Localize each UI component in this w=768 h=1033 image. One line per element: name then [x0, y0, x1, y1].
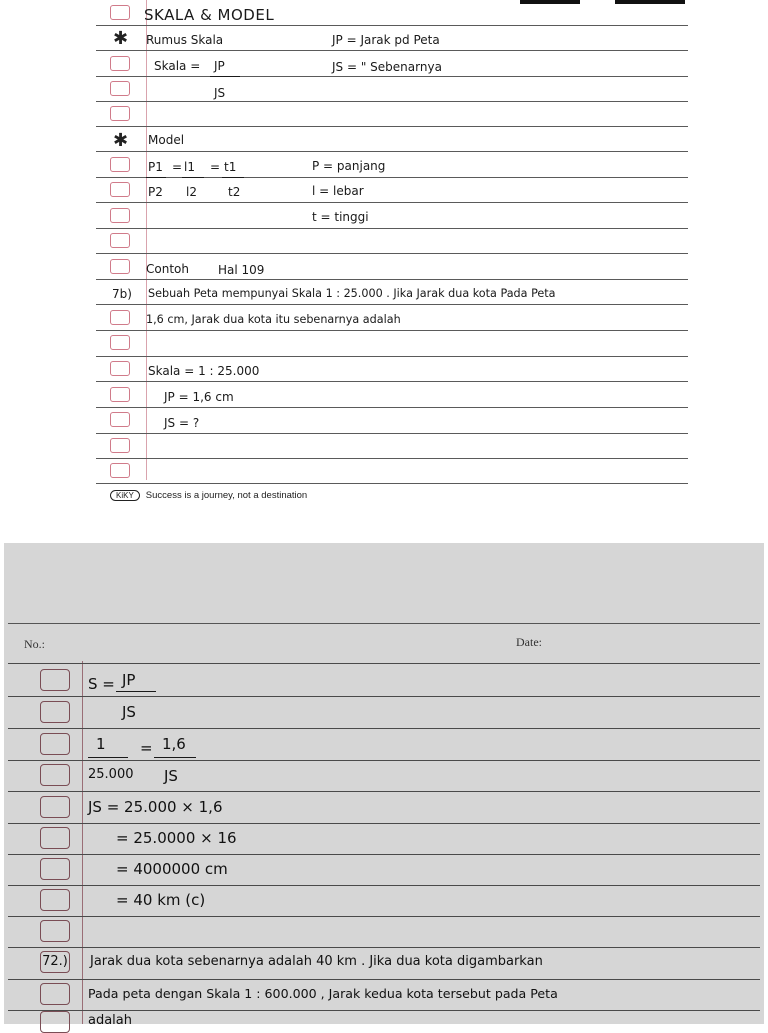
rumus-heading: Rumus Skala [146, 33, 224, 47]
js-definition: JS = " Sebenarnya [332, 60, 442, 74]
fraction-bar [88, 757, 128, 758]
ruled-line [96, 356, 688, 357]
checkbox[interactable] [40, 1011, 70, 1033]
fraction-left-numerator: 1 [96, 735, 106, 753]
ruled-line [96, 483, 688, 484]
model-ratio-p1: P1 [148, 160, 163, 174]
fraction-right-numerator: 1,6 [162, 735, 186, 753]
checkbox[interactable] [110, 412, 130, 427]
checkbox[interactable] [40, 701, 70, 723]
contoh-label: Contoh [146, 262, 189, 276]
checkbox[interactable] [40, 796, 70, 818]
skala-formula-numerator: JP [214, 59, 225, 73]
checkbox[interactable] [110, 438, 130, 453]
ruled-line [8, 791, 760, 792]
fraction-right-denominator: JS [164, 767, 178, 785]
model-ratio-l2: l2 [186, 185, 197, 199]
ruled-line [8, 663, 760, 664]
ruled-line [8, 696, 760, 697]
margin-line [82, 661, 83, 1024]
calc-step-2: = 25.0000 × 16 [116, 829, 237, 847]
skala-formula-denominator: JS [214, 86, 226, 100]
checkbox[interactable] [110, 361, 130, 376]
jp-definition: JP = Jarak pd Peta [332, 33, 440, 47]
ruled-line [8, 1010, 760, 1011]
checkbox[interactable] [110, 81, 130, 96]
checkbox[interactable] [110, 208, 130, 223]
top-edge-mark [520, 0, 580, 4]
ruled-line [8, 823, 760, 824]
question-line-2: Pada peta dengan Skala 1 : 600.000 , Jarak kedua kota tersebut pada Peta [88, 986, 558, 1001]
model-ratio-p2: P2 [148, 185, 163, 199]
page-footer [110, 490, 307, 501]
checkbox[interactable] [110, 106, 130, 121]
brand-logo: KiKY [110, 490, 140, 501]
ruled-line [8, 760, 760, 761]
fraction-bar [182, 177, 204, 178]
top-edge-mark [615, 0, 685, 4]
ruled-line [96, 151, 688, 152]
notebook-page-1 [80, 0, 696, 515]
formula-s-numerator: JP [122, 671, 136, 689]
fraction-bar [222, 177, 244, 178]
ruled-line [96, 126, 688, 127]
checkbox[interactable] [110, 259, 130, 274]
question-number: 72.) [42, 954, 68, 969]
number-label: No.: [24, 637, 45, 651]
t-definition: t = tinggi [312, 210, 369, 224]
ruled-line [96, 202, 688, 203]
checkbox[interactable] [110, 157, 130, 172]
checkbox[interactable] [40, 983, 70, 1005]
checkbox[interactable] [110, 335, 130, 350]
checkbox[interactable] [40, 669, 70, 691]
fraction-bar [210, 76, 240, 77]
margin-line [146, 0, 147, 480]
checkbox[interactable] [110, 56, 130, 71]
ruled-line [96, 253, 688, 254]
page-title: SKALA & MODEL [144, 6, 275, 24]
fraction-bar [154, 757, 196, 758]
work-jp: JP = 1,6 cm [164, 390, 234, 404]
work-skala: Skala = 1 : 25.000 [148, 364, 260, 378]
ruled-line [8, 947, 760, 948]
ruled-line [96, 101, 688, 102]
checkbox[interactable] [110, 182, 130, 197]
ruled-line [96, 407, 688, 408]
calc-step-1: JS = 25.000 × 1,6 [88, 798, 223, 816]
ruled-line [96, 25, 688, 26]
checkbox[interactable] [110, 233, 130, 248]
checkbox[interactable] [40, 889, 70, 911]
checkbox[interactable] [40, 858, 70, 880]
checkbox[interactable] [110, 5, 130, 20]
checkbox[interactable] [40, 764, 70, 786]
checkbox[interactable] [40, 827, 70, 849]
question-line-3: adalah [88, 1013, 133, 1028]
ruled-line [96, 458, 688, 459]
ruled-line [96, 381, 688, 382]
ruled-line [96, 433, 688, 434]
model-heading: Model [148, 133, 185, 147]
question-line-1: Jarak dua kota sebenarnya adalah 40 km . Jika dua kota digambarkan [90, 954, 543, 969]
ruled-line [8, 916, 760, 917]
date-label: Date: [516, 635, 542, 649]
ruled-line [8, 854, 760, 855]
question-line-1: Sebuah Peta mempunyai Skala 1 : 25.000 . Jika Jarak dua kota Pada Peta [148, 287, 556, 300]
fraction-equals: = [140, 739, 153, 757]
fraction-bar [116, 691, 156, 692]
ruled-line [96, 76, 688, 77]
ruled-line [96, 330, 688, 331]
checkbox[interactable] [110, 387, 130, 402]
ruled-line [8, 979, 760, 980]
model-ratio-t2: t2 [228, 185, 241, 199]
fraction-bar [146, 177, 166, 178]
checkbox[interactable] [110, 463, 130, 478]
question-line-2: 1,6 cm, Jarak dua kota itu sebenarnya adalah [146, 313, 401, 326]
ruled-line [96, 228, 688, 229]
checkbox[interactable] [40, 920, 70, 942]
calc-step-3: = 4000000 cm [116, 860, 228, 878]
l-definition: l = lebar [312, 184, 364, 198]
question-number-box [40, 951, 70, 973]
skala-formula-label: Skala = [154, 59, 201, 73]
ruled-line [96, 279, 688, 280]
checkbox[interactable] [110, 310, 130, 325]
ruled-line [96, 50, 688, 51]
ruled-line [96, 304, 688, 305]
formula-s-label: S = [88, 675, 115, 693]
header-rule [8, 623, 760, 624]
ruled-line [8, 885, 760, 886]
footer-motto: Success is a journey, not a destination [145, 490, 308, 501]
asterisk-mark: ✱ [113, 28, 129, 49]
fraction-left-denominator: 25.000 [88, 767, 134, 782]
p-definition: P = panjang [312, 159, 386, 173]
model-ratio-equals: = [172, 160, 183, 174]
notebook-page-2 [4, 543, 764, 1028]
question-number: 7b) [112, 287, 132, 301]
model-ratio-equals: = [210, 160, 221, 174]
checkbox[interactable] [40, 733, 70, 755]
calc-step-4: = 40 km (c) [116, 891, 206, 909]
page-reference: Hal 109 [218, 263, 265, 277]
formula-s-denominator: JS [122, 703, 136, 721]
work-js: JS = ? [164, 416, 200, 430]
ruled-line [8, 728, 760, 729]
model-ratio-l1: l1 [184, 160, 195, 174]
model-ratio-t1: t1 [224, 160, 237, 174]
asterisk-mark: ✱ [113, 130, 129, 151]
